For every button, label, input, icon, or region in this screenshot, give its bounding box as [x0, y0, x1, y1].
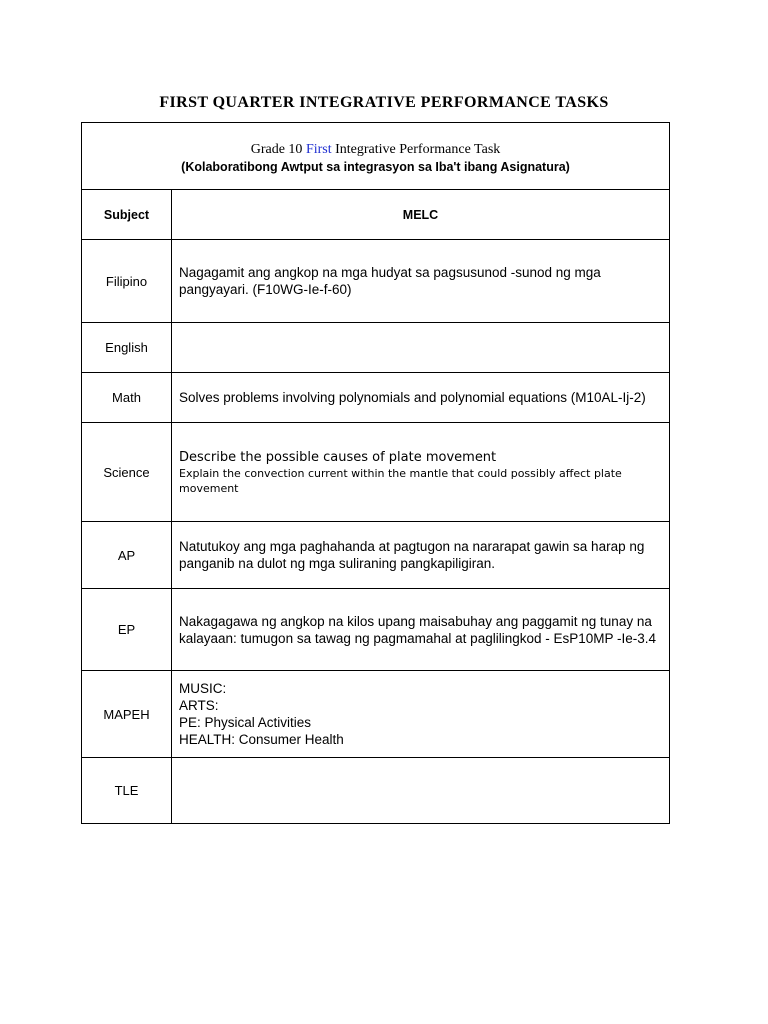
table-header-row — [82, 123, 670, 190]
melc-ap: Natutukoy ang mga paghahanda at pagtugon na nararapat gawin sa harap ng panganib na dulot ng mga suliraning pangkapiligiran. — [172, 522, 670, 589]
task-title — [82, 141, 669, 159]
column-header-melc: MELC — [172, 190, 670, 240]
subject-ap: AP — [82, 522, 172, 589]
table-header-cell — [82, 123, 670, 190]
subject-tle: TLE — [82, 758, 172, 824]
melc-mapeh — [172, 671, 670, 758]
mapeh-pe: PE: Physical Activities — [179, 715, 312, 730]
table-row — [82, 240, 670, 323]
melc-english — [172, 323, 670, 373]
subject-english: English — [82, 323, 172, 373]
table-row — [82, 423, 670, 522]
subject-math: Math — [82, 373, 172, 423]
melc-filipino: Nagagamit ang angkop na mga hudyat sa pagsusunod -sunod ng mga pangyayari. (F10WG-Ie-f-60) — [172, 240, 670, 323]
task-title-suffix: Integrative Performance Task — [331, 142, 501, 157]
mapeh-arts: ARTS: — [179, 698, 219, 713]
task-title-prefix: Grade 10 — [250, 142, 306, 157]
table-row — [82, 522, 670, 589]
subject-ep: EP — [82, 589, 172, 671]
melc-science-sub: Explain the convection current within the mantle that could possibly affect plate movement — [179, 466, 622, 495]
task-title-accent: First — [305, 142, 332, 157]
task-subtitle: (Kolaboratibong Awtput sa integrasyon sa Iba't ibang Asignatura) — [181, 160, 570, 174]
melc-ep: Nakagagawa ng angkop na kilos upang maisabuhay ang paggamit ng tunay na kalayaan: tumugon sa tawag ng pagmamahal at paglilingkod - EsP10MP -Ie-3.4 — [172, 589, 670, 671]
mapeh-health: HEALTH: Consumer Health — [179, 732, 344, 747]
table-row — [82, 589, 670, 671]
melc-science-main: Describe the possible causes of plate movement — [179, 449, 497, 465]
subject-filipino: Filipino — [82, 240, 172, 323]
table-row — [82, 373, 670, 423]
subject-mapeh: MAPEH — [82, 671, 172, 758]
melc-science — [172, 423, 670, 522]
document-title: FIRST QUARTER INTEGRATIVE PERFORMANCE TASKS — [159, 94, 609, 111]
subject-science: Science — [82, 423, 172, 522]
mapeh-music: MUSIC: — [179, 681, 227, 696]
table-row — [82, 758, 670, 824]
table-row — [82, 671, 670, 758]
melc-math: Solves problems involving polynomials and polynomial equations (M10AL-Ij-2) — [172, 373, 670, 423]
melc-tle — [172, 758, 670, 824]
melc-table — [81, 122, 670, 824]
table-row — [82, 323, 670, 373]
column-header-row — [82, 190, 670, 240]
column-header-subject: Subject — [82, 190, 172, 240]
